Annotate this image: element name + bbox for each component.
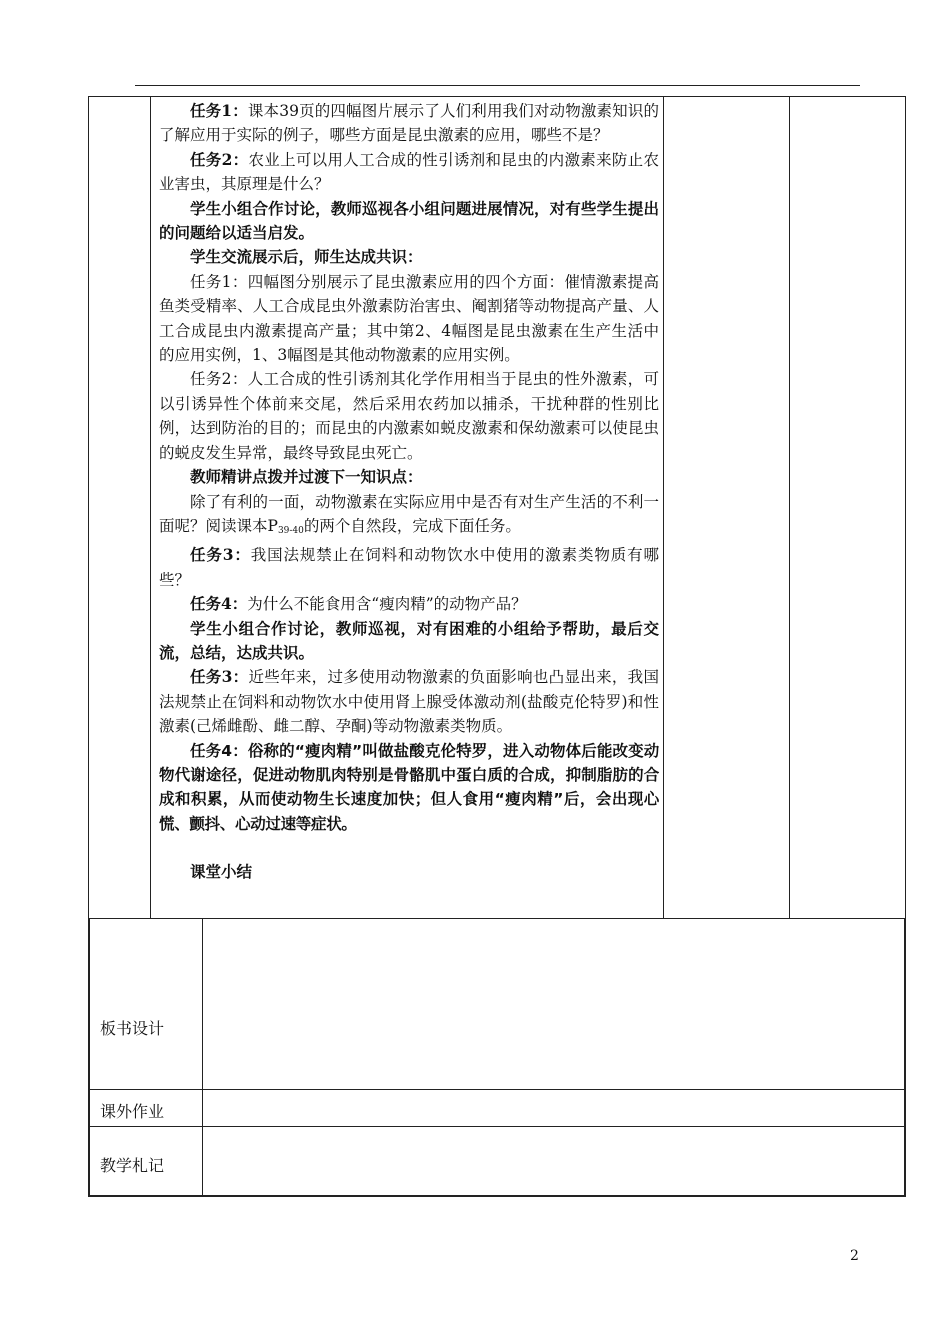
task1-question <box>159 99 659 148</box>
lesson-process-table <box>88 96 906 919</box>
page-number: 2 <box>850 1248 859 1264</box>
task-label: 任务1： <box>190 101 248 120</box>
task-text: 农业上可以用人工合成的性引诱剂和昆虫的内激素来防止农业害虫，其原理是什么？ <box>159 150 659 194</box>
column-divider <box>202 919 203 1195</box>
row-divider <box>90 1089 904 1090</box>
task-label: 任务3： <box>190 667 249 687</box>
task2-question <box>159 148 659 197</box>
teaching-notes-label: 教学札记 <box>100 1156 165 1175</box>
task-text: 近些年来，过多使用动物激素的负面影响也凸显出来，我国法规禁止在饲料和动物饮水中使用肾上腺受体激动剂(盐酸克伦特罗)和性激素(己烯雌酚、雌二醇、孕酮)等动物激素类物质。 <box>159 668 659 736</box>
column-divider <box>789 97 790 918</box>
row-divider <box>90 1126 904 1127</box>
task3-answer <box>159 665 659 738</box>
task-text: 课本39页的四幅图片展示了人们利用我们对动物激素知识的了解应用于实际的例子，哪些方面是昆虫激素的应用，哪些不是？ <box>159 102 659 145</box>
column-divider <box>150 97 151 918</box>
task-text: 我国法规禁止在饲料和动物饮水中使用的激素类物质有哪些？ <box>159 546 659 589</box>
task-text: 为什么不能食用含“瘦肉精”的动物产品？ <box>247 595 527 614</box>
task4-answer <box>159 739 659 837</box>
task-label: 任务2： <box>190 149 249 169</box>
summary-heading: 课堂小结 <box>190 862 253 882</box>
lesson-content <box>159 99 659 885</box>
page-range-subscript: 39-40 <box>277 525 304 536</box>
board-design-label: 板书设计 <box>100 1019 165 1038</box>
task-text: 俗称的“瘦肉精”叫做盐酸克伦特罗，进入动物体后能改变动物代谢途径，促进动物肌肉特别是骨骼肌中蛋白质的合成，抑制脂肪的合成和积累，从而使动物生长速度加快；但人食用“瘦肉精”后，会出现心慌、颤抖、心动过速等症状。 <box>159 741 659 833</box>
header-rule <box>135 85 860 86</box>
transition-text-part: 除了有利的一面，动物激素在实际应用中是否有对生产生活的不利一面呢？阅读课本P <box>159 492 659 535</box>
task-label: 任务4： <box>190 594 248 614</box>
teacher-transition-heading: 教师精讲点拨并过渡下一知识点： <box>190 467 423 487</box>
consensus-heading: 学生交流展示后，师生达成共识： <box>190 247 423 267</box>
group-discussion-2: 学生小组合作讨论，教师巡视，对有困难的小组给予帮助，最后交流，总结，达成共识。 <box>159 618 659 662</box>
task2-answer: 任务2：人工合成的性引诱剂其化学作用相当于昆虫的性外激素，可以引诱异性个体前来交尾，然后采用农药加以捕杀，干扰种群的性别比例，达到防治的目的；而昆虫的内激素如蜕皮激素和保幼激素可以使昆虫的蜕皮发生异常，最终导致昆虫死亡。 <box>159 370 659 462</box>
group-discussion-1: 学生小组合作讨论，教师巡视各小组问题进展情况，对有些学生提出的问题给以适当启发。 <box>159 198 659 243</box>
task1-answer: 任务1：四幅图分别展示了昆虫激素应用的四个方面：催情激素提高鱼类受精率、人工合成昆虫外激素防治害虫、阉割猪等动物提高产量、人工合成昆虫内激素提高产量；其中第2、4幅图是昆虫激素在生产生活中的应用实例，1、3幅图是其他动物激素的应用实例。 <box>159 272 659 365</box>
lesson-footer-table <box>88 918 906 1197</box>
task-label: 任务4： <box>190 741 248 760</box>
column-divider <box>663 97 664 918</box>
task3-question <box>159 543 659 592</box>
homework-label: 课外作业 <box>100 1102 165 1121</box>
task-label: 任务3： <box>190 545 251 565</box>
transition-text <box>159 490 659 544</box>
transition-text-part: 的两个自然段，完成下面任务。 <box>303 516 521 535</box>
task4-question <box>159 592 659 616</box>
